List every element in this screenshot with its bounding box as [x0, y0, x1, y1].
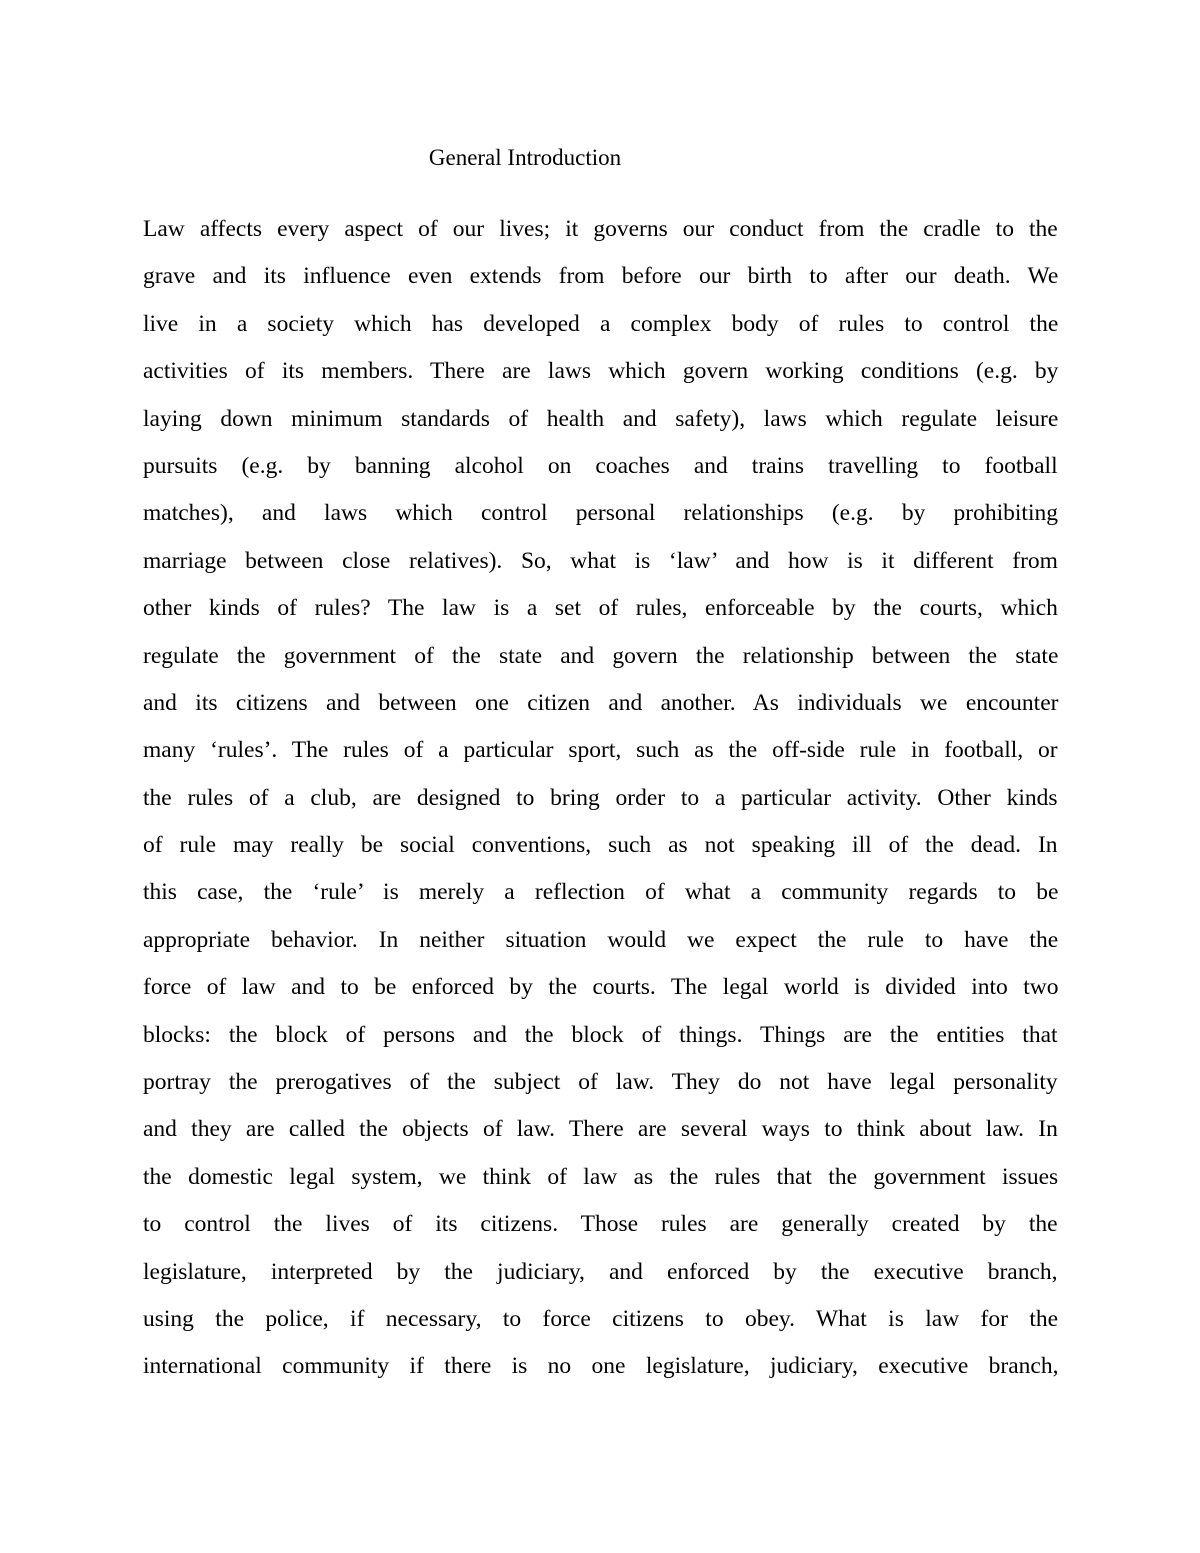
paragraph-line: matches), and laws which control personal relationships (e.g. by prohibiting	[143, 500, 1058, 527]
paragraph-line: the domestic legal system, we think of law as the rules that the government issues	[143, 1163, 1059, 1190]
paragraph-line: regulate the government of the state and govern the relationship between the state	[143, 642, 1059, 669]
paragraph-line: international community if there is no one legislature, judiciary, executive branch,	[143, 1353, 1059, 1380]
paragraph-line: portray the prerogatives of the subject of law. They do not have legal personality	[143, 1069, 1058, 1096]
paragraph-line: live in a society which has developed a complex body of rules to control the	[143, 310, 1059, 337]
paragraph-line: legislature, interpreted by the judiciary, and enforced by the executive branch,	[143, 1258, 1058, 1285]
paragraph-line: blocks: the block of persons and the block of things. Things are the entities that	[143, 1021, 1058, 1048]
paragraph-line: to control the lives of its citizens. Those rules are generally created by the	[143, 1211, 1058, 1238]
paragraph-line: Law affects every aspect of our lives; it governs our conduct from the cradle to the	[143, 216, 1058, 242]
paragraph-line: using the police, if necessary, to force citizens to obey. What is law for the	[143, 1305, 1059, 1332]
paragraph-line: other kinds of rules? The law is a set of rules, enforceable by the courts, which	[143, 595, 1058, 622]
paragraph-line: and its citizens and between one citizen and another. As individuals we encounter	[143, 689, 1059, 716]
paragraph-line: grave and its influence even extends from before our birth to after our death. We	[143, 263, 1059, 290]
paragraph-line: this case, the ‘rule’ is merely a reflection of what a community regards to be	[143, 879, 1059, 906]
paragraph-line: force of law and to be enforced by the courts. The legal world is divided into two	[143, 974, 1059, 1001]
paragraph-line: marriage between close relatives). So, what is ‘law’ and how is it different from	[143, 547, 1058, 574]
paragraph-line: pursuits (e.g. by banning alcohol on coaches and trains travelling to football	[143, 452, 1058, 479]
body-paragraph	[143, 206, 1058, 1391]
paragraph-line: activities of its members. There are laws which govern working conditions (e.g. by	[143, 358, 1059, 385]
paragraph-line: of rule may really be social conventions, such as not speaking ill of the dead. In	[143, 832, 1058, 859]
paragraph-line: and they are called the objects of law. There are several ways to think about law. In	[143, 1116, 1058, 1143]
paragraph-line: laying down minimum standards of health and safety), laws which regulate leisure	[143, 405, 1059, 432]
paragraph-line: many ‘rules’. The rules of a particular sport, such as the off-side rule in football, or	[143, 737, 1058, 764]
paragraph-line: the rules of a club, are designed to bring order to a particular activity. Other kinds	[143, 784, 1058, 811]
document-title: General Introduction	[428, 145, 622, 170]
paragraph-line: appropriate behavior. In neither situation would we expect the rule to have the	[143, 926, 1059, 953]
